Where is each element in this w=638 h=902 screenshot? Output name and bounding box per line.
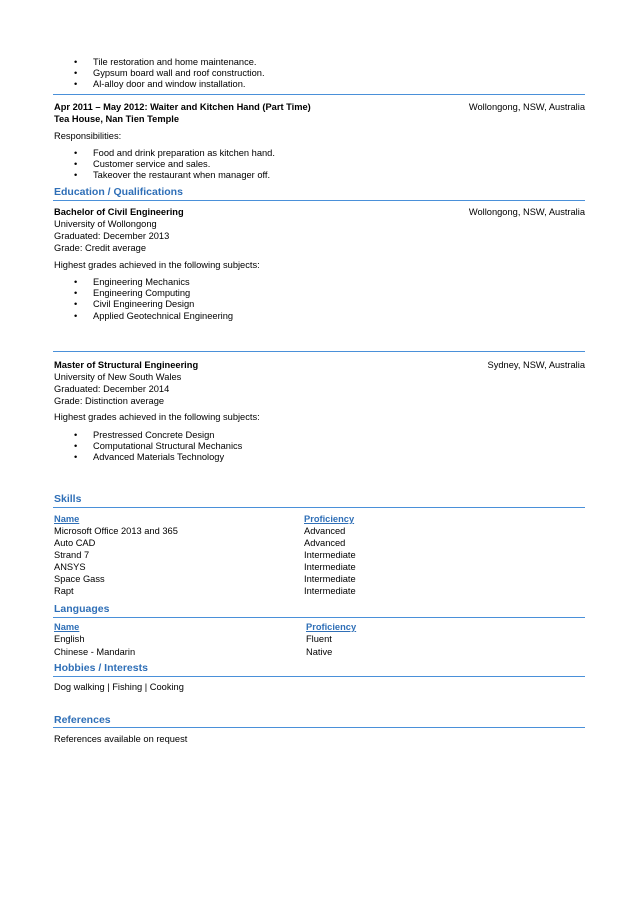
list-item: • Al-alloy door and window installation.	[74, 79, 246, 90]
skill-level: Intermediate	[304, 586, 356, 596]
institution: University of Wollongong	[54, 219, 157, 229]
section-divider	[53, 727, 585, 728]
section-divider	[53, 351, 585, 352]
list-item: • Applied Geotechnical Engineering	[74, 310, 234, 321]
language-level: Fluent	[306, 634, 332, 644]
skill-level: Intermediate	[304, 550, 356, 560]
list-item: • Food and drink preparation as kitchen hand.	[74, 148, 275, 158]
bullet-icon: •	[74, 170, 78, 181]
education-section-title: Education / Qualifications	[54, 186, 183, 198]
job-employer: Tea House, Nan Tien Temple	[54, 114, 180, 124]
bullet-icon: •	[74, 299, 78, 310]
references-section-title: References	[54, 714, 111, 726]
previous-job-duties-list	[74, 57, 265, 91]
institution: University of New South Wales	[54, 372, 182, 382]
list-item: • Takeover the restaurant when manager off.	[74, 170, 271, 181]
responsibilities-label: Responsibilities:	[54, 131, 122, 141]
degree-location: Sydney, NSW, Australia	[487, 360, 585, 370]
skill-name: Strand 7	[54, 550, 90, 560]
subjects-label: Highest grades achieved in the following subjects:	[54, 260, 260, 270]
language-name: Chinese - Mandarin	[54, 647, 136, 657]
bullet-icon: •	[74, 452, 78, 463]
job-responsibilities-list	[74, 148, 275, 182]
job-title: Apr 2011 – May 2012: Waiter and Kitchen Hand (Part Time)	[54, 102, 311, 112]
skill-level: Advanced	[304, 526, 346, 536]
language-level: Native	[306, 647, 333, 657]
hobbies-text: Dog walking | Fishing | Cooking	[54, 682, 184, 692]
degree-location: Wollongong, NSW, Australia	[468, 207, 585, 217]
bullet-icon: •	[74, 310, 78, 321]
degree-title: Bachelor of Civil Engineering	[54, 207, 184, 217]
bullet-icon: •	[74, 430, 78, 440]
bullet-icon: •	[74, 148, 78, 158]
graduation-date: Graduated: December 2014	[54, 384, 170, 394]
section-divider	[53, 617, 585, 618]
skill-level: Intermediate	[304, 574, 356, 584]
list-item: • Customer service and sales.	[74, 159, 211, 170]
subjects-list	[74, 430, 242, 464]
list-item: • Gypsum board wall and roof construction.	[74, 68, 265, 79]
skill-name: ANSYS	[54, 562, 86, 572]
bullet-icon: •	[74, 68, 78, 79]
subjects-list	[74, 277, 233, 322]
skills-proficiency-header: Proficiency	[304, 514, 355, 524]
skill-name: Rapt	[54, 586, 74, 596]
grade: Grade: Distinction average	[54, 396, 165, 406]
graduation-date: Graduated: December 2013	[54, 231, 170, 241]
list-item: • Advanced Materials Technology	[74, 452, 225, 463]
grade: Grade: Credit average	[54, 243, 146, 253]
language-name: English	[54, 634, 85, 644]
list-item: • Civil Engineering Design	[74, 299, 195, 310]
section-divider	[53, 94, 585, 95]
skill-level: Advanced	[304, 538, 346, 548]
bullet-icon: •	[74, 441, 78, 452]
references-text: References available on request	[54, 734, 188, 744]
skill-name: Auto CAD	[54, 538, 96, 548]
list-item: • Tile restoration and home maintenance.	[74, 57, 257, 67]
languages-name-header: Name	[54, 622, 80, 632]
skill-level: Intermediate	[304, 562, 356, 572]
bullet-icon: •	[74, 57, 78, 67]
hobbies-section-title: Hobbies / Interests	[54, 662, 148, 674]
skills-section-title: Skills	[54, 493, 82, 505]
bullet-icon: •	[74, 79, 78, 90]
degree-title: Master of Structural Engineering	[54, 360, 199, 370]
skills-name-header: Name	[54, 514, 80, 524]
languages-section-title: Languages	[54, 603, 110, 615]
list-item: • Computational Structural Mechanics	[74, 441, 243, 452]
section-divider	[53, 676, 585, 677]
list-item: • Engineering Computing	[74, 288, 191, 299]
section-divider	[53, 507, 585, 508]
skill-name: Space Gass	[54, 574, 105, 584]
bullet-icon: •	[74, 288, 78, 299]
bullet-icon: •	[74, 159, 78, 170]
section-divider	[53, 200, 585, 201]
subjects-label: Highest grades achieved in the following subjects:	[54, 412, 260, 422]
list-item: • Engineering Mechanics	[74, 277, 190, 287]
languages-proficiency-header: Proficiency	[306, 622, 357, 632]
job-location: Wollongong, NSW, Australia	[468, 102, 585, 112]
skill-name: Microsoft Office 2013 and 365	[54, 526, 178, 536]
bullet-icon: •	[74, 277, 78, 287]
list-item: • Prestressed Concrete Design	[74, 430, 215, 440]
